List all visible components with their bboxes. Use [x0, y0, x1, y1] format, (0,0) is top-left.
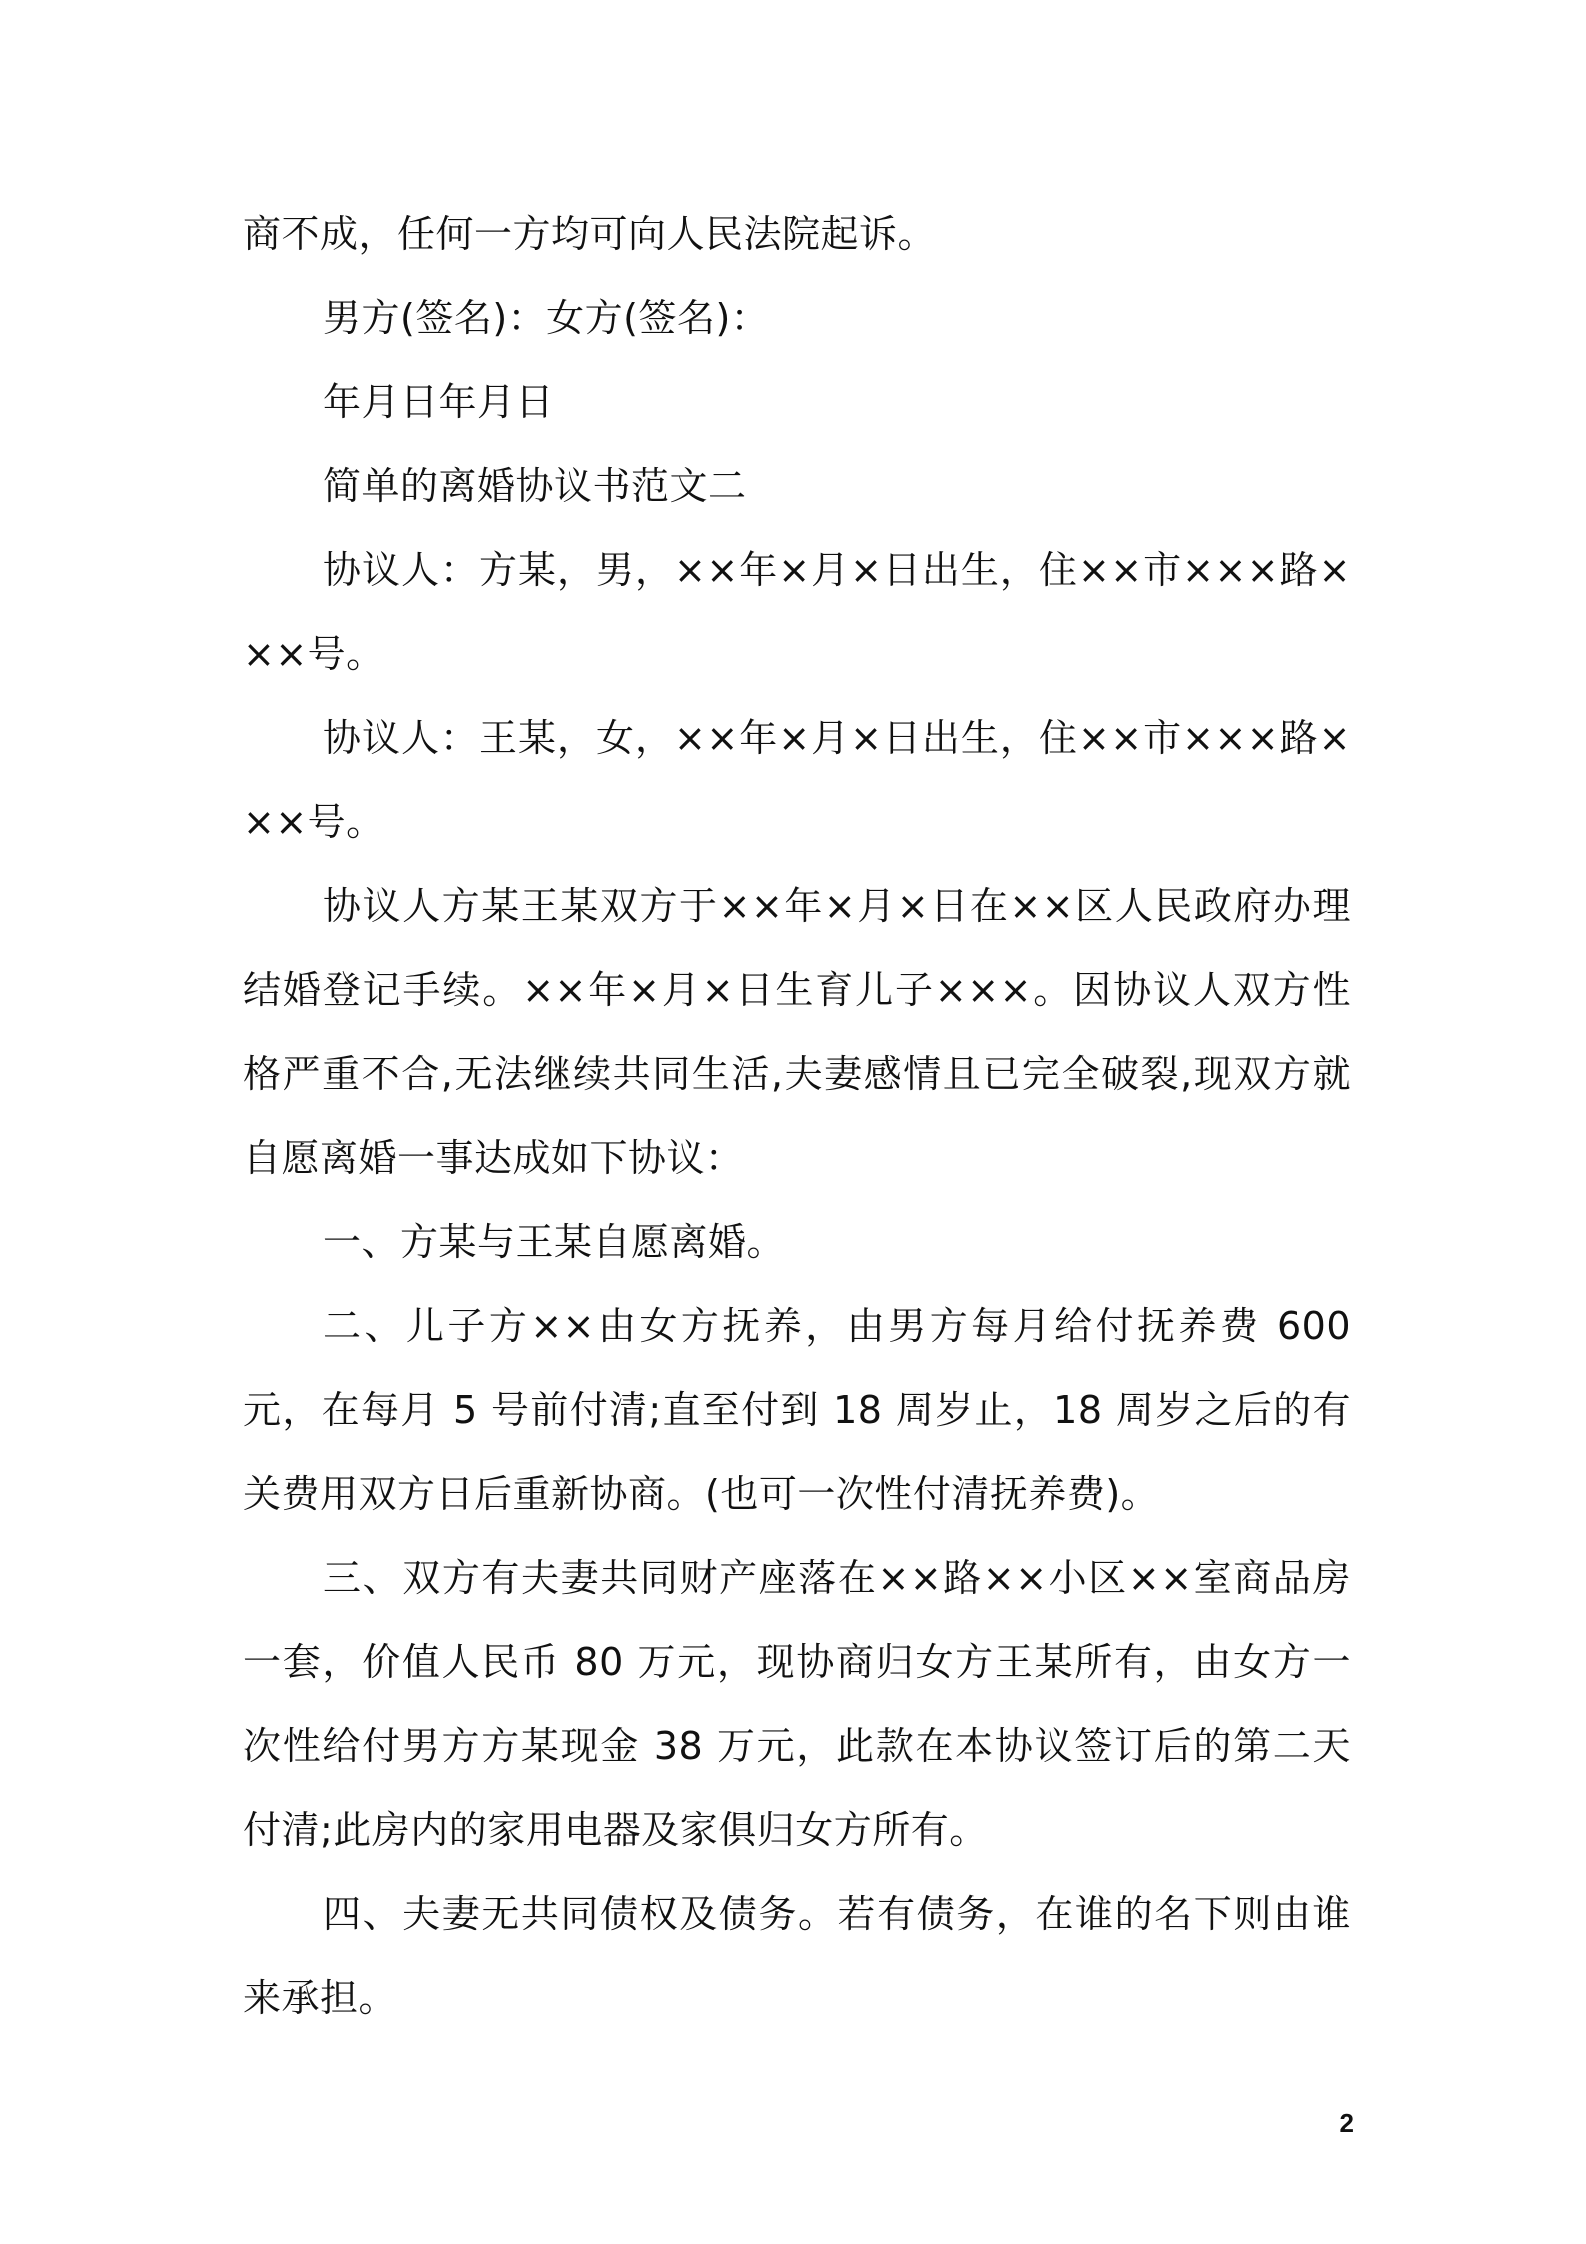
paragraph-party-1: 协议人：方某，男，××年×月×日出生，住××市×××路×××号。: [243, 548, 1351, 676]
clause-3: 三、双方有夫妻共同财产座落在××路××小区××室商品房一套，价值人民币 80 万元，现协商归女方王某所有，由女方一次性给付男方方某现金 38 万元，此款在本协议签订后的第二天付清;此房内的家用电器及家俱归女方所有。: [243, 1556, 1351, 1852]
document-body: [243, 192, 1351, 2040]
page-number: 2: [1339, 2108, 1354, 2138]
clause-4: 四、夫妻无共同债权及债务。若有债务，在谁的名下则由谁来承担。: [243, 1892, 1351, 2020]
paragraph-party-2: 协议人：王某，女，××年×月×日出生，住××市×××路×××号。: [243, 716, 1351, 844]
clause-2: 二、儿子方××由女方抚养，由男方每月给付抚养费 600 元，在每月 5 号前付清;直至付到 18 周岁止，18 周岁之后的有关费用双方日后重新协商。(也可一次性付清抚养费)。: [243, 1304, 1351, 1516]
clause-1: 一、方某与王某自愿离婚。: [323, 1220, 786, 1264]
paragraph-dates: 年月日年月日: [323, 380, 555, 424]
paragraph-signatures: 男方(签名)：女方(签名)：: [323, 296, 770, 340]
section-title: 简单的离婚协议书范文二: [323, 464, 747, 508]
paragraph-continuation: 商不成，任何一方均可向人民法院起诉。: [243, 212, 937, 256]
paragraph-background: 协议人方某王某双方于××年×月×日在××区人民政府办理结婚登记手续。××年×月×日生育儿子×××。因协议人双方性格严重不合,无法继续共同生活,夫妻感情且已完全破裂,现双方就自愿离婚一事达成如下协议：: [243, 884, 1351, 1180]
